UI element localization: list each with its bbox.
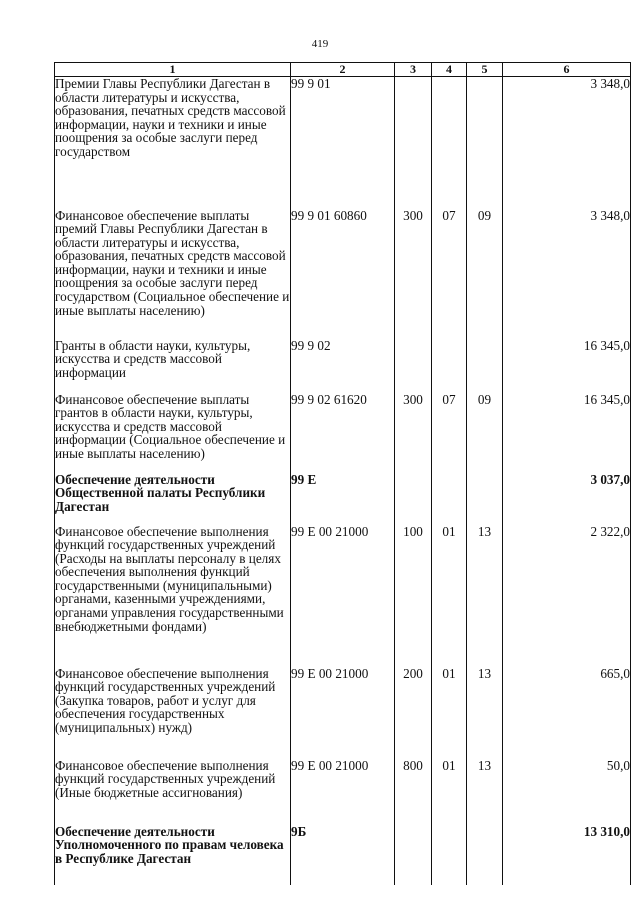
row-section <box>432 825 467 885</box>
table-row <box>55 77 631 209</box>
table-row <box>55 667 631 759</box>
row-name: Обеспечение деятельности Уполномоченного по правам человека в Республике Дагестан <box>55 825 291 885</box>
row-amount: 16 345,0 <box>503 393 631 473</box>
row-code: 99 9 02 61620 <box>291 393 395 473</box>
table-row <box>55 393 631 473</box>
row-subsection <box>467 825 503 885</box>
row-subsection: 09 <box>467 209 503 339</box>
col-header-5: 5 <box>467 63 503 77</box>
row-expense-type <box>395 77 432 209</box>
row-subsection: 13 <box>467 667 503 759</box>
row-name: Премии Главы Республики Дагестан в области литературы и искусства, образования, печатных средств массовой информации, науки и техники и иные поощрения за особые заслуги перед государством <box>55 77 291 209</box>
row-code: 99 Е <box>291 473 395 525</box>
row-section: 07 <box>432 393 467 473</box>
row-name: Финансовое обеспечение выполнения функций государственных учреждений (Закупка товаров, работ и услуг для обеспечения государственных (муниципальных) нужд) <box>55 667 291 759</box>
row-subsection: 09 <box>467 393 503 473</box>
row-subsection: 13 <box>467 759 503 825</box>
page-number: 419 <box>311 38 329 50</box>
row-expense-type <box>395 339 432 393</box>
row-section <box>432 339 467 393</box>
header-row <box>55 63 631 77</box>
row-code: 99 9 01 <box>291 77 395 209</box>
row-name: Финансовое обеспечение выплаты грантов в области науки, культуры, искусства и средств массовой информации (Социальное обеспечение и иные выплаты населению) <box>55 393 291 473</box>
row-section: 01 <box>432 525 467 667</box>
row-amount: 665,0 <box>503 667 631 759</box>
table-row <box>55 209 631 339</box>
table-row <box>55 339 631 393</box>
row-name: Гранты в области науки, культуры, искусства и средств массовой информации <box>55 339 291 393</box>
row-subsection <box>467 339 503 393</box>
col-header-4: 4 <box>432 63 467 77</box>
row-expense-type: 100 <box>395 525 432 667</box>
row-section: 01 <box>432 667 467 759</box>
row-name: Финансовое обеспечение выполнения функций государственных учреждений (Расходы на выплаты персоналу в целях обеспечения выполнения функций государственными (муниципальными) органами, казенными учреждениями, органами управления государственными внебюджетными фондами) <box>55 525 291 667</box>
row-code: 99 Е 00 21000 <box>291 667 395 759</box>
table-row <box>55 525 631 667</box>
row-section: 01 <box>432 759 467 825</box>
row-subsection <box>467 473 503 525</box>
row-code: 99 9 02 <box>291 339 395 393</box>
row-code: 99 Е 00 21000 <box>291 759 395 825</box>
budget-table <box>54 62 631 885</box>
row-expense-type <box>395 473 432 525</box>
row-subsection: 13 <box>467 525 503 667</box>
col-header-1: 1 <box>55 63 291 77</box>
row-name: Финансовое обеспечение выполнения функций государственных учреждений (Иные бюджетные ассигнования) <box>55 759 291 825</box>
table-row <box>55 473 631 525</box>
row-name: Финансовое обеспечение выплаты премий Главы Республики Дагестан в области литературы и искусства, образования, печатных средств массовой информации, науки и техники и иные поощрения за особые заслуги перед государством (Социальное обеспечение и иные выплаты населению) <box>55 209 291 339</box>
col-header-2: 2 <box>291 63 395 77</box>
row-expense-type: 300 <box>395 393 432 473</box>
row-amount: 50,0 <box>503 759 631 825</box>
row-code: 9Б <box>291 825 395 885</box>
row-expense-type <box>395 825 432 885</box>
row-section <box>432 77 467 209</box>
row-name: Обеспечение деятельности Общественной палаты Республики Дагестан <box>55 473 291 525</box>
row-amount: 16 345,0 <box>503 339 631 393</box>
row-amount: 3 348,0 <box>503 77 631 209</box>
row-code: 99 Е 00 21000 <box>291 525 395 667</box>
row-amount: 3 348,0 <box>503 209 631 339</box>
row-section: 07 <box>432 209 467 339</box>
col-header-6: 6 <box>503 63 631 77</box>
table-row <box>55 825 631 885</box>
row-expense-type: 800 <box>395 759 432 825</box>
row-code: 99 9 01 60860 <box>291 209 395 339</box>
table-row <box>55 759 631 825</box>
row-expense-type: 200 <box>395 667 432 759</box>
row-amount: 3 037,0 <box>503 473 631 525</box>
row-amount: 2 322,0 <box>503 525 631 667</box>
row-section <box>432 473 467 525</box>
col-header-3: 3 <box>395 63 432 77</box>
row-subsection <box>467 77 503 209</box>
row-expense-type: 300 <box>395 209 432 339</box>
row-amount: 13 310,0 <box>503 825 631 885</box>
